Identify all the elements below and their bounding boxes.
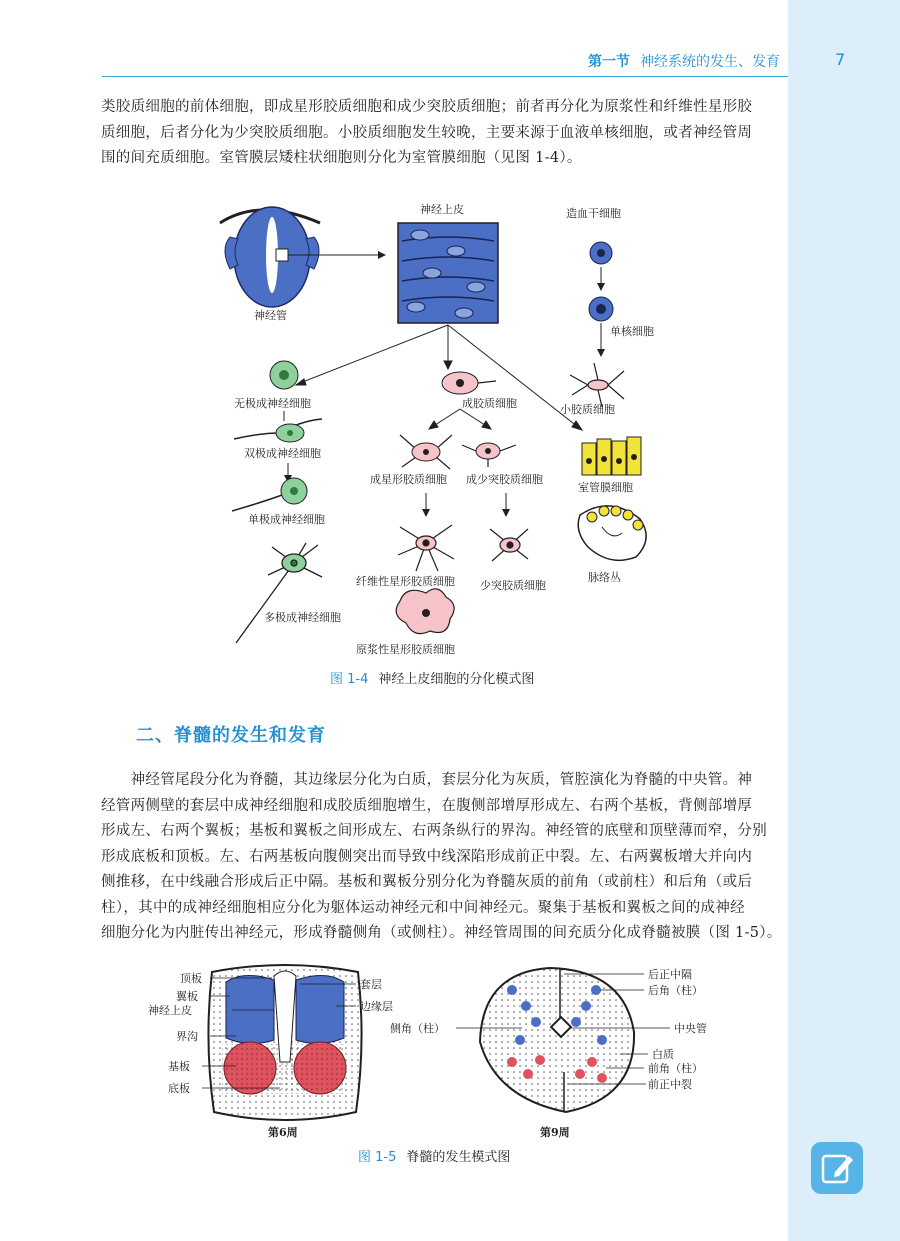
figure-1-4-caption-number: 图 1-4 xyxy=(330,672,369,687)
text-line: 经管两侧壁的套层中成神经细胞和成胶质细胞增生，在腹侧部增厚形成左、右两个基板，背侧部增厚 xyxy=(101,797,753,814)
label-anterior-horn: 前角（柱） xyxy=(648,1062,703,1075)
label-oligodendrocyte: 少突胶质细胞 xyxy=(480,579,546,592)
figure-1-4-drawing xyxy=(210,195,670,660)
label-bipolar-neuroblast: 双极成神经细胞 xyxy=(244,447,321,460)
label-week9-title: 第9周 xyxy=(540,1126,570,1139)
fibrous-astrocyte-illustration xyxy=(398,525,454,571)
text-line: 类胶质细胞的前体细胞，即成星形胶质细胞和成少突胶质细胞；前者再分化为原浆性和纤维性星形胶 xyxy=(101,99,753,115)
neuroepithelium-illustration xyxy=(398,223,498,323)
week9-spinal-cord xyxy=(480,968,634,1112)
text-line: 侧推移，在中线融合形成后正中隔。基板和翼板分别分化为脊髓灰质的前角（或前柱）和后角（或后 xyxy=(101,874,753,890)
running-header xyxy=(102,48,788,77)
label-unipolar-neuroblast: 单极成神经细胞 xyxy=(248,513,325,526)
oligodendroblast-illustration xyxy=(462,443,516,467)
figure-1-5-caption xyxy=(358,1146,510,1165)
label-monocyte: 单核细胞 xyxy=(610,325,654,338)
figure-1-5-caption-number: 图 1-5 xyxy=(358,1150,397,1165)
glioblast-illustration xyxy=(442,372,496,394)
label-posterior-horn: 后角（柱） xyxy=(648,984,703,997)
header-section-number: 第一节 xyxy=(588,54,630,70)
header-section-name: 神经系统的发生、发育 xyxy=(640,54,780,70)
label-roof-plate: 顶板 xyxy=(180,972,202,985)
label-mantle-layer: 套层 xyxy=(360,978,382,991)
unipolar-neuroblast-illustration xyxy=(232,478,307,511)
ependymal-cell-illustration xyxy=(582,437,641,475)
label-posterior-median-septum: 后正中隔 xyxy=(648,968,692,981)
section-heading: 二、脊髓的发生和发育 xyxy=(136,725,326,746)
text-line: 形成底板和顶板。左、右两基板向腹侧突出而导致中线深陷形成前正中裂。左、右两翼板增大并向内 xyxy=(101,848,753,865)
label-microglia: 小胶质细胞 xyxy=(560,403,615,416)
label-protoplasmic-astrocyte: 原浆性星形胶质细胞 xyxy=(356,643,455,656)
label-neuroepithelium: 神经上皮 xyxy=(420,203,464,216)
microglia-illustration xyxy=(570,363,624,407)
label-week6-title: 第6周 xyxy=(268,1126,298,1139)
figure-1-4-caption-text: 神经上皮细胞的分化模式图 xyxy=(378,672,535,687)
label-glioblast: 成胶质细胞 xyxy=(462,397,517,410)
note-edit-button[interactable] xyxy=(811,1142,863,1194)
text-line: 形成左、右两个翼板；基板和翼板之间形成左、右两条纵行的界沟。神经管的底壁和顶壁薄而窄，分别 xyxy=(101,823,767,839)
differentiation-arrows xyxy=(296,325,582,430)
label-alar-plate: 翼板 xyxy=(176,990,198,1003)
label-hematopoietic-stem-cell: 造血干细胞 xyxy=(566,207,621,220)
text-line: 神经管尾段分化为脊髓，其边缘层分化为白质，套层分化为灰质，管腔演化为脊髓的中央管。神 xyxy=(101,772,753,788)
figure-1-4-caption xyxy=(330,668,534,687)
label-astroblast: 成星形胶质细胞 xyxy=(370,473,447,486)
label-choroid-plexus: 脉络丛 xyxy=(588,571,621,584)
figure-1-4 xyxy=(210,195,670,660)
header-section-title xyxy=(588,51,780,71)
page-number: 7 xyxy=(835,50,846,69)
label-lateral-horn: 侧角（柱） xyxy=(390,1022,445,1035)
pencil-note-icon xyxy=(811,1142,863,1194)
oligodendrocyte-illustration xyxy=(490,529,528,561)
label-apolar-neuroblast: 无极成神经细胞 xyxy=(234,397,311,410)
label-week6-neuroepithelium: 神经上皮 xyxy=(148,1004,192,1017)
label-central-canal: 中央管 xyxy=(674,1022,707,1035)
label-multipolar-neuroblast: 多极成神经细胞 xyxy=(264,611,341,624)
label-oligodendroblast: 成少突胶质细胞 xyxy=(466,473,543,486)
paragraph-1 xyxy=(101,95,783,172)
label-neural-tube: 神经管 xyxy=(254,309,287,322)
text-line: 柱），其中的成神经细胞相应分化为躯体运动神经元和中间神经元。聚集于基板和翼板之间的成神经 xyxy=(101,899,745,916)
paragraph-2 xyxy=(101,768,783,947)
label-white-matter: 白质 xyxy=(652,1048,674,1061)
figure-1-5-drawing xyxy=(140,962,760,1142)
label-anterior-median-fissure: 前正中裂 xyxy=(648,1078,692,1091)
choroid-plexus-illustration xyxy=(578,506,646,560)
multipolar-neuroblast-illustration xyxy=(236,543,322,643)
text-line: 围的间充质细胞。室管膜层矮柱状细胞则分化为室管膜细胞（见图 1-4）。 xyxy=(101,150,582,166)
side-margin-band xyxy=(788,0,900,1241)
neural-tube-illustration xyxy=(220,207,386,307)
text-line: 细胞分化为内脏传出神经元，形成脊髓侧角（或侧柱）。神经管周围的间充质分化成脊髓被膜（图 1-5）。 xyxy=(101,925,782,941)
glial-arrows xyxy=(429,409,491,429)
bipolar-neuroblast-illustration xyxy=(234,419,322,442)
protoplasmic-astrocyte-illustration xyxy=(396,589,454,634)
label-ependymal-cell: 室管膜细胞 xyxy=(578,481,633,494)
figure-1-5-caption-text: 脊髓的发生模式图 xyxy=(406,1150,511,1165)
week6-spinal-cord xyxy=(208,965,361,1120)
label-floor-plate: 底板 xyxy=(168,1082,190,1095)
apolar-neuroblast-illustration xyxy=(270,361,298,389)
label-marginal-layer: 边缘层 xyxy=(360,1000,393,1013)
label-basal-plate: 基板 xyxy=(168,1060,190,1073)
figure-1-5 xyxy=(140,962,760,1142)
astroblast-illustration xyxy=(400,435,452,469)
text-line: 质细胞，后者分化为少突胶质细胞。小胶质细胞发生较晚，主要来源于血液单核细胞，或者神经管周 xyxy=(101,124,753,141)
label-sulcus-limitans: 界沟 xyxy=(176,1030,198,1043)
label-fibrous-astrocyte: 纤维性星形胶质细胞 xyxy=(356,575,455,588)
